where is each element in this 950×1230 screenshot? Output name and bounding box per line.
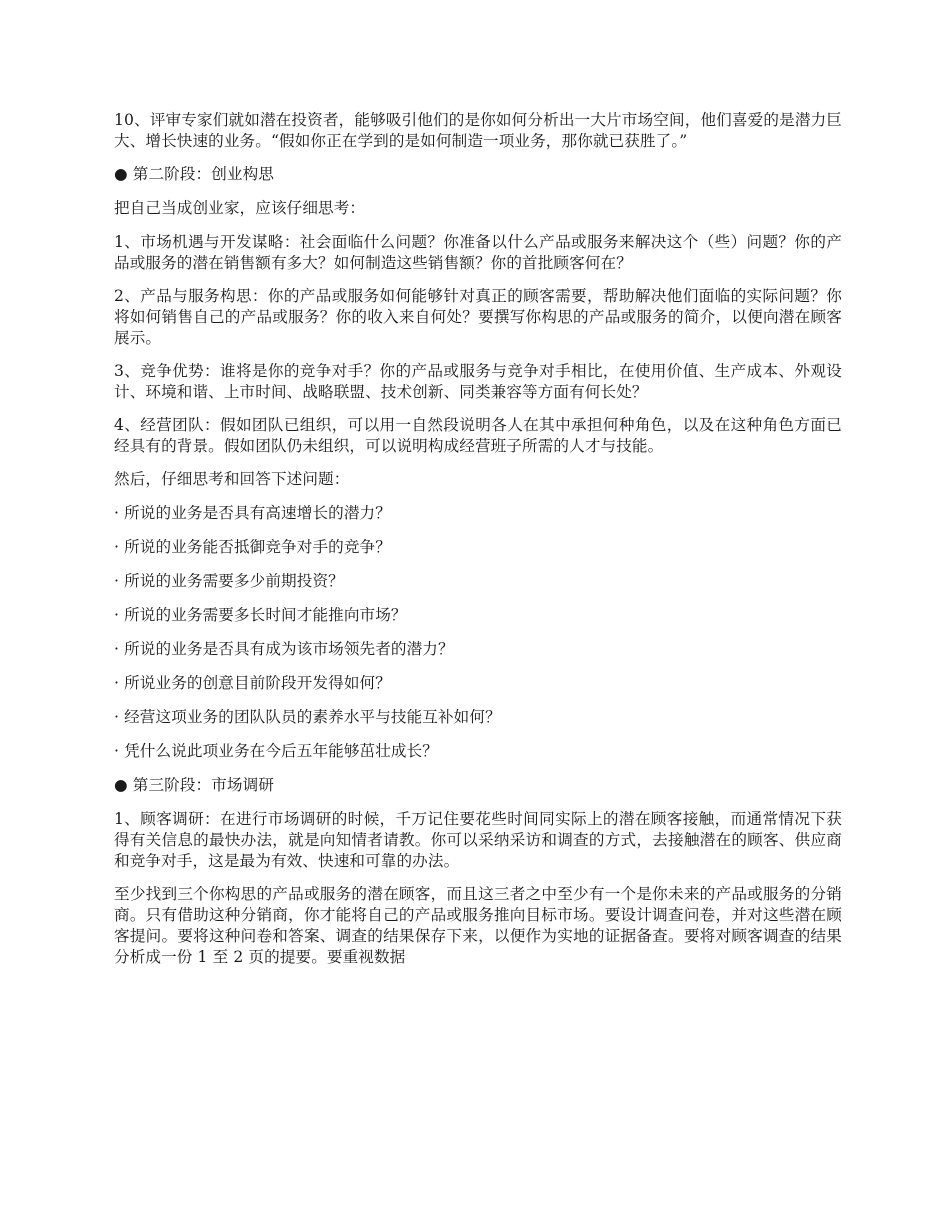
paragraph-market-opportunity: 1、市场机遇与开发谋略：社会面临什么问题？你准备以什么产品或服务来解决这个（些）问题？你的产品或服务的潜在销售额有多大？如何制造这些销售额？你的首批顾客何在？	[114, 233, 842, 272]
list-item-resist-competition: · 所说的业务能否抵御竞争对手的竞争？	[114, 538, 391, 556]
paragraph-then-consider: 然后，仔细思考和回答下述问题：	[114, 470, 350, 488]
list-item-team-skills: · 经营这项业务的团队队员的素养水平与技能互补如何？	[114, 708, 501, 726]
paragraph-competitive-advantage: 3、竞争优势：谁将是你的竞争对手？你的产品或服务与竞争对手相比，在使用价值、生产成本、外观设计、环境和谐、上市时间、战略联盟、技术创新、同类兼容等方面有何长处？	[114, 362, 842, 401]
list-item-initial-investment: · 所说的业务需要多少前期投资？	[114, 572, 344, 590]
section-heading-stage-three: ● 第三阶段：市场调研	[114, 776, 275, 794]
list-item-five-year-growth: · 凭什么说此项业务在今后五年能够茁壮成长？	[114, 742, 438, 760]
list-item-growth-potential: · 所说的业务是否具有高速增长的潜力？	[114, 504, 391, 522]
document-page	[114, 110, 842, 980]
paragraph-think-as-entrepreneur: 把自己当成创业家，应该仔细思考：	[114, 199, 366, 217]
list-item-idea-development: · 所说业务的创意目前阶段开发得如何？	[114, 674, 391, 692]
paragraph-judges-as-investors: 10、评审专家们就如潜在投资者，能够吸引他们的是你如何分析出一大片市场空间，他们喜爱的是潜力巨大、增长快速的业务。“假如你正在学到的是如何制造一项业务，那你就已获胜了。”	[114, 111, 842, 150]
paragraph-customer-research: 1、顾客调研：在进行市场调研的时候，千万记住要花些时间同实际上的潜在顾客接触，而通常情况下获得有关信息的最快办法，就是向知情者请教。你可以采纳采访和调查的方式，去接触潜在的顾客、供应商和竞争对手，这是最为有效、快速和可靠的办法。	[114, 810, 842, 870]
paragraph-find-customers: 至少找到三个你构思的产品或服务的潜在顾客，而且这三者之中至少有一个是你未来的产品或服务的分销商。只有借助这种分销商，你才能将自己的产品或服务推向目标市场。要设计调查问卷，并对这些潜在顾客提问。要将这种问卷和答案、调查的结果保存下来，以便作为实地的证据备查。要将对顾客调查的结果分析成一份 1 至 2 页的提要。要重视数据	[114, 885, 842, 966]
paragraph-product-service: 2、产品与服务构思：你的产品或服务如何能够针对真正的顾客需要，帮助解决他们面临的实际问题？你将如何销售自己的产品或服务？你的收入来自何处？要撰写你构思的产品或服务的简介，以便向潜在顾客展示。	[114, 287, 842, 347]
section-heading-stage-two: ● 第二阶段：创业构思	[114, 165, 275, 183]
list-item-market-leader: · 所说的业务是否具有成为该市场领先者的潜力？	[114, 640, 454, 658]
paragraph-management-team: 4、经营团队：假如团队已组织，可以用一自然段说明各人在其中承担何种角色，以及在这种角色方面已经具有的背景。假如团队仍未组织，可以说明构成经营班子所需的人才与技能。	[114, 416, 842, 455]
list-item-time-to-market: · 所说的业务需要多长时间才能推向市场？	[114, 606, 407, 624]
